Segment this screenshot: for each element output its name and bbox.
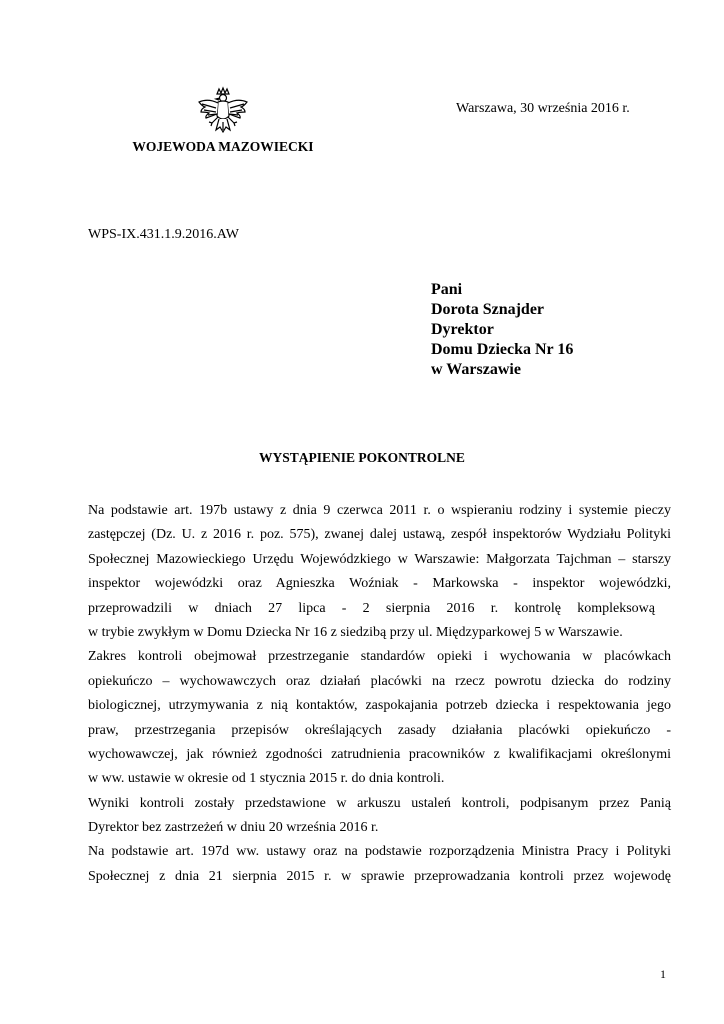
body-text-line: Wyniki kontroli zostały przedstawione w arkuszu ustaleń kontroli, podpisanym przez Panią bbox=[88, 795, 671, 811]
body-text-line: Dyrektor bez zastrzeżeń w dniu 20 września 2016 r. bbox=[88, 820, 379, 836]
body-text-line: przeprowadzili w dniach 27 lipca - 2 sierpnia 2016 r. kontrolę kompleksową bbox=[88, 600, 655, 616]
body-text-line: Na podstawie art. 197d ww. ustawy oraz na podstawie rozporządzenia Ministra Pracy i Polityki bbox=[88, 844, 671, 860]
document-title: WYSTĄPIENIE POKONTROLNE bbox=[259, 450, 465, 465]
body-text-line: Na podstawie art. 197b ustawy z dnia 9 czerwca 2011 r. o wspieraniu rodziny i systemie pieczy bbox=[88, 503, 671, 518]
body-text-line: w ww. ustawie w okresie od 1 stycznia 2015 r. do dnia kontroli. bbox=[88, 771, 445, 787]
body-text-line: wychowawczej, jak również zgodności zatrudnienia pracowników z kwalifikacjami określonymi bbox=[88, 746, 671, 762]
body-text-line: zastępczej (Dz. U. z 2016 r. poz. 575), zwanej dalej ustawą, zespół inspektorów Wydziału Polityki bbox=[88, 527, 671, 543]
body-text-line: w trybie zwykłym w Domu Dziecka Nr 16 z siedzibą przy ul. Międzyparkowej 5 w Warszawie. bbox=[88, 624, 623, 640]
recipient-line: Domu Dziecka Nr 16 bbox=[431, 341, 574, 358]
recipient-line: w Warszawie bbox=[431, 361, 521, 378]
document-body bbox=[88, 499, 671, 889]
issuer-name: WOJEWODA MAZOWIECKI bbox=[132, 139, 314, 154]
recipient-line: Dyrektor bbox=[431, 321, 494, 338]
body-text-line: opiekuńczo – wychowawczych oraz działań placówki na rzecz powrotu dziecka do rodziny bbox=[88, 673, 671, 689]
polish-eagle-emblem-icon bbox=[196, 86, 250, 140]
body-text-line: Społecznej Mazowieckiego Urzędu Wojewódzkiego w Warszawie: Małgorzata Tajchman – starszy bbox=[88, 551, 671, 567]
recipient-block bbox=[431, 280, 573, 380]
body-text-line: biologicznej, utrzymywania z nią kontaktów, zaspokajania potrzeb dziecka i respektowania jego bbox=[88, 698, 671, 714]
body-text-line: Społecznej z dnia 21 sierpnia 2015 r. w sprawie przeprowadzania kontroli przez wojewodę bbox=[88, 868, 671, 884]
body-text-line: inspektor wojewódzki oraz Agnieszka Woźniak - Markowska - inspektor wojewódzki, bbox=[88, 576, 671, 592]
body-text-line: praw, przestrzegania przepisów określających zasady działania placówki opiekuńczo - bbox=[88, 722, 671, 738]
page-number: 1 bbox=[660, 967, 666, 981]
city-date: Warszawa, 30 września 2016 r. bbox=[456, 101, 630, 116]
recipient-line: Dorota Sznajder bbox=[431, 301, 545, 318]
recipient-line: Pani bbox=[431, 281, 463, 298]
reference-number: WPS-IX.431.1.9.2016.AW bbox=[88, 227, 239, 242]
body-text-line: Zakres kontroli obejmował przestrzeganie standardów opieki i wychowania w placówkach bbox=[88, 649, 671, 665]
